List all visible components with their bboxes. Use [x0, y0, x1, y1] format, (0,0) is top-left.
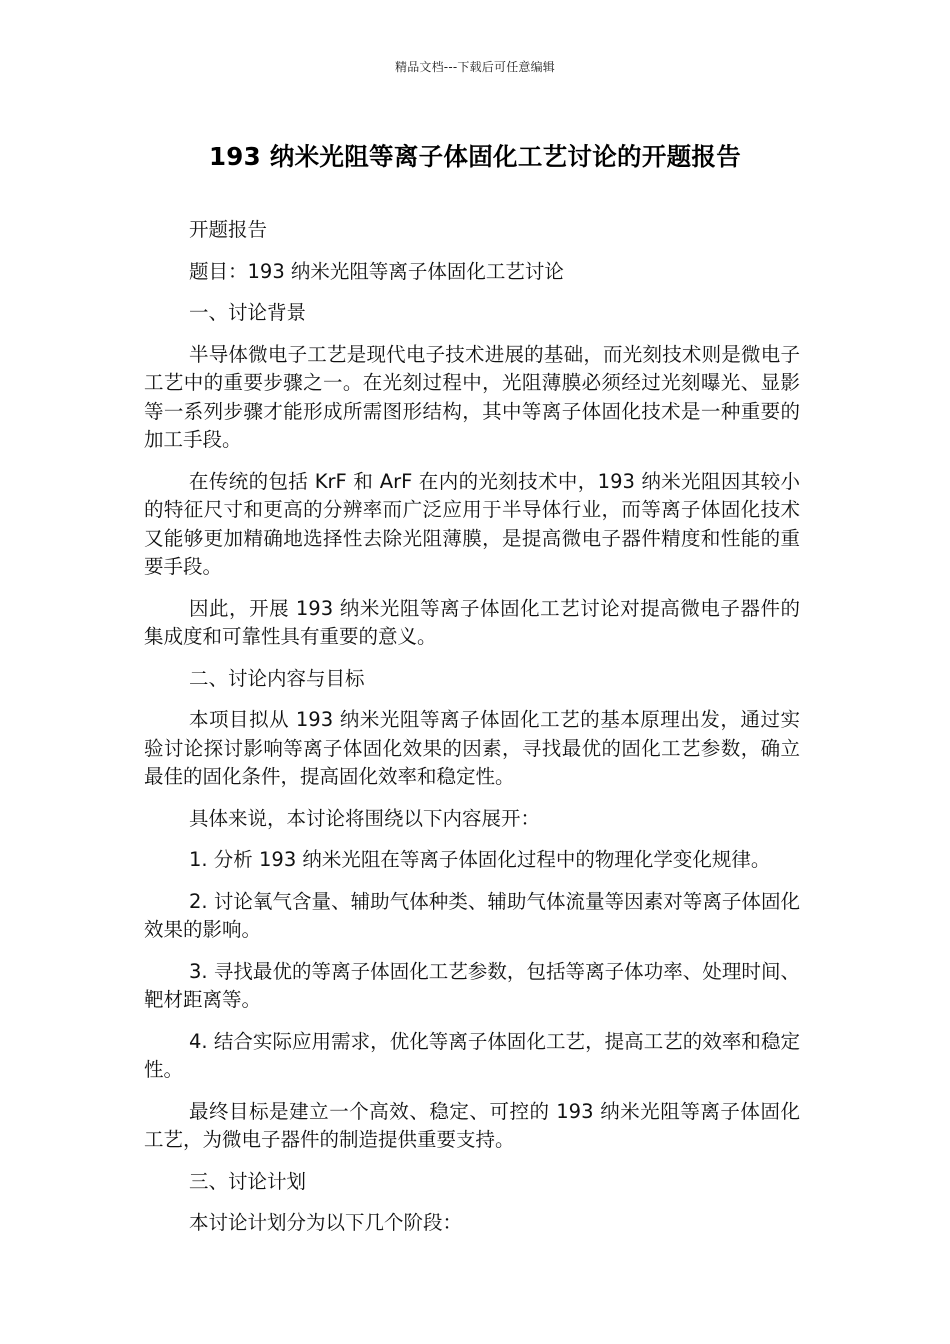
- section-label-report: 开题报告: [189, 218, 268, 241]
- topic-line: 题目：193 纳米光阻等离子体固化工艺讨论: [189, 259, 564, 283]
- document-title: 193 纳米光阻等离子体固化工艺讨论的开题报告: [208, 142, 742, 171]
- section-heading-background: 一、讨论背景: [189, 301, 307, 324]
- paragraph-content-intro: 本项目拟从 193 纳米光阻等离子体固化工艺的基本原理出发，通过实验讨论探讨影响等离子体固化效果的因素，寻找最优的固化工艺参数，确立最佳的固化条件，提高固化效率和稳定性。: [144, 708, 800, 788]
- section-heading-content-goals: 二、讨论内容与目标: [189, 666, 365, 690]
- list-item-4: 4. 结合实际应用需求，优化等离子体固化工艺，提高工艺的效率和稳定性。: [144, 1029, 800, 1081]
- paragraph-content-lead: 具体来说，本讨论将围绕以下内容展开：: [189, 806, 541, 830]
- list-item-3: 3. 寻找最优的等离子体固化工艺参数，包括等离子体功率、处理时间、靶材距离等。: [144, 959, 800, 1011]
- paragraph-background-3: 因此，开展 193 纳米光阻等离子体固化工艺讨论对提高微电子器件的集成度和可靠性具有重要的意义。: [144, 596, 800, 648]
- section-heading-plan: 三、讨论计划: [189, 1169, 307, 1193]
- paragraph-background-2: 在传统的包括 KrF 和 ArF 在内的光刻技术中，193 纳米光阻因其较小的特征尺寸和更高的分辨率而广泛应用于半导体行业，而等离子体固化技术又能够更加精确地选择性去除光阻薄膜，是提高微电子器件精度和性能的重要手段。: [144, 469, 800, 578]
- paragraph-final-goal: 最终目标是建立一个高效、稳定、可控的 193 纳米光阻等离子体固化工艺，为微电子器件的制造提供重要支持。: [144, 1099, 800, 1151]
- paragraph-background-1: 半导体微电子工艺是现代电子技术进展的基础，而光刻技术则是微电子工艺中的重要步骤之一。在光刻过程中，光阻薄膜必须经过光刻曝光、显影等一系列步骤才能形成所需图形结构，其中等离子体固化技术是一种重要的加工手段。: [144, 342, 800, 451]
- paragraph-plan-intro: 本讨论计划分为以下几个阶段：: [189, 1211, 463, 1234]
- header-note: 精品文档---下载后可任意编辑: [395, 60, 555, 74]
- document-body: [144, 216, 800, 1251]
- list-item-2: 2. 讨论氧气含量、辅助气体种类、辅助气体流量等因素对等离子体固化效果的影响。: [144, 889, 800, 941]
- list-item-1: 1. 分析 193 纳米光阻在等离子体固化过程中的物理化学变化规律。: [189, 848, 771, 871]
